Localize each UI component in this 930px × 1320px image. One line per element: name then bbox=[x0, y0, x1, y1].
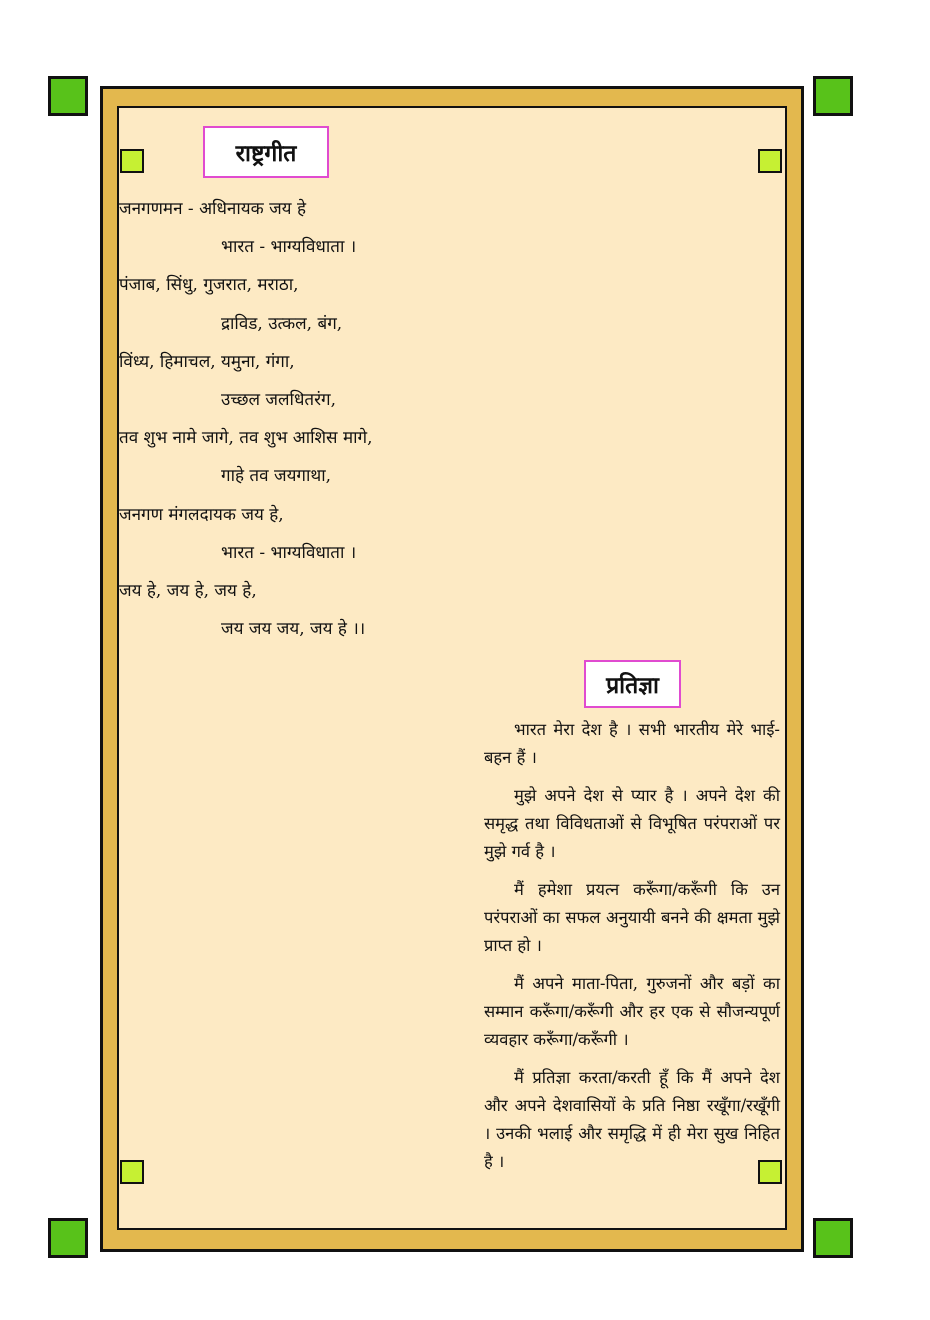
inner-square-top-right bbox=[758, 149, 782, 173]
anthem-title bbox=[203, 126, 329, 178]
corner-square-top-left bbox=[48, 76, 88, 116]
corner-square-top-right bbox=[813, 76, 853, 116]
pledge-text bbox=[484, 716, 780, 1186]
anthem-title-text: राष्ट्रगीत bbox=[235, 140, 297, 167]
corner-square-bottom-left bbox=[48, 1218, 88, 1258]
anthem-line: उच्छल जलधितरंग, bbox=[221, 390, 337, 410]
pledge-paragraph: भारत मेरा देश है । सभी भारतीय मेरे भाई-बहन हैं । bbox=[484, 720, 780, 767]
corner-square-bottom-right bbox=[813, 1218, 853, 1258]
anthem-line: द्राविड, उत्कल, बंग, bbox=[221, 313, 343, 334]
inner-square-bottom-left bbox=[120, 1160, 144, 1184]
pledge-title bbox=[584, 660, 681, 708]
anthem-line: जय हे, जय हे, जय हे, bbox=[119, 581, 257, 601]
anthem-line: भारत - भाग्यविधाता । bbox=[221, 542, 357, 563]
inner-square-top-left bbox=[120, 149, 144, 173]
anthem-line: भारत - भाग्यविधाता । bbox=[221, 237, 357, 258]
anthem-line: विंध्य, हिमाचल, यमुना, गंगा, bbox=[119, 351, 295, 372]
pledge-paragraph: मुझे अपने देश से प्यार है । अपने देश की समृद्ध तथा विविधताओं से विभूषित परंपराओं पर मुझे गर्व है । bbox=[484, 786, 780, 861]
pledge-title-text: प्रतिज्ञा bbox=[606, 672, 659, 699]
anthem-line: तव शुभ नामे जागे, तव शुभ आशिस मागे, bbox=[119, 428, 373, 449]
pledge-paragraph: मैं हमेशा प्रयत्न करूँगा/करूँगी कि उन परंपराओं का सफल अनुयायी बनने की क्षमता मुझे प्राप्त हो । bbox=[484, 880, 780, 955]
pledge-paragraph: मैं प्रतिज्ञा करता/करती हूँ कि मैं अपने देश और अपने देशवासियों के प्रति निष्ठा रखूँगा/रखूँगी । उनकी भलाई और समृद्धि में ही मेरा सुख निहित है । bbox=[484, 1068, 780, 1171]
anthem-line: पंजाब, सिंधु, गुजरात, मराठा, bbox=[119, 275, 299, 296]
pledge-paragraph: मैं अपने माता-पिता, गुरुजनों और बड़ों का सम्मान करूँगा/करूँगी और हर एक से सौजन्यपूर्ण व्यवहार करूँगा/करूँगी । bbox=[484, 974, 780, 1049]
anthem-line: जनगणमन - अधिनायक जय हे bbox=[119, 199, 306, 219]
anthem-line: जय जय जय, जय हे ।। bbox=[221, 619, 366, 640]
anthem-line: जनगण मंगलदायक जय हे, bbox=[119, 504, 284, 525]
anthem-line: गाहे तव जयगाथा, bbox=[221, 466, 332, 487]
